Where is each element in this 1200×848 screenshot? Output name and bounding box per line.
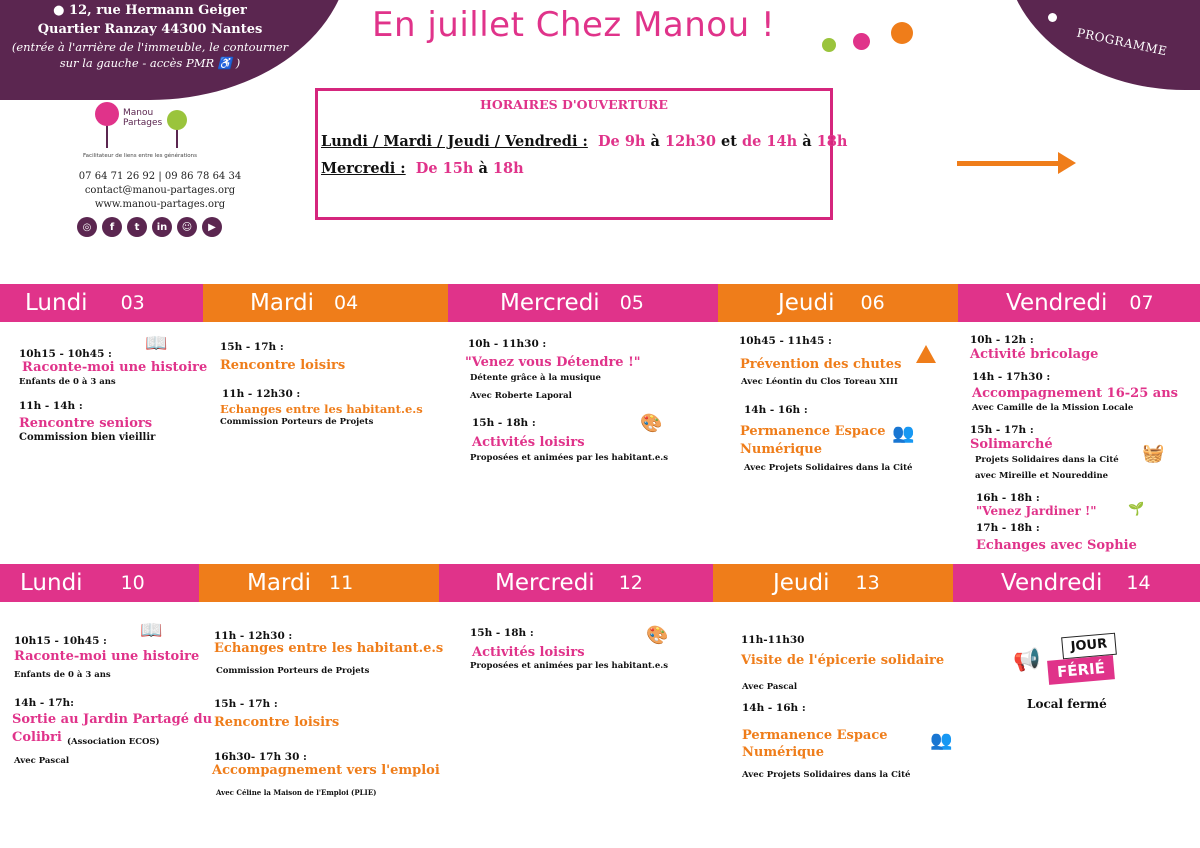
- day-name: Mardi: [247, 570, 311, 596]
- decorative-dot-white: [1048, 13, 1057, 22]
- day-header-mardi-04: [203, 284, 448, 322]
- decorative-dot-pink: [853, 33, 870, 50]
- day-name: Mercredi: [500, 290, 600, 316]
- day-name: Mardi: [250, 290, 314, 316]
- day-number: 13: [855, 572, 880, 594]
- event-time: 17h - 18h :: [976, 522, 1040, 534]
- hours-word: à: [650, 133, 660, 150]
- decorative-dot-green: [822, 38, 836, 52]
- event-time: 10h - 11h30 :: [468, 338, 547, 350]
- event-title-line2: Numérique: [740, 442, 822, 457]
- day-header-mardi-11: [199, 564, 439, 602]
- day-name: Vendredi: [1006, 290, 1108, 316]
- day-name: Jeudi: [778, 290, 835, 316]
- event-title: Rencontre loisirs: [220, 358, 346, 373]
- hours-time: 15h: [442, 160, 474, 177]
- website-link[interactable]: www.manou-partages.org: [94, 199, 226, 210]
- day-number: 14: [1126, 572, 1151, 594]
- event-detail: Avec Céline la Maison de l'Emploi (PLIE): [216, 788, 377, 797]
- hours-time: 12h30: [665, 133, 716, 150]
- twitter-icon[interactable]: t: [127, 217, 147, 237]
- facebook-icon[interactable]: f: [102, 217, 122, 237]
- address-block: [0, 1, 300, 71]
- day-header-mercredi-12: [439, 564, 713, 602]
- hours-word: De: [415, 160, 438, 177]
- event-detail: Commission Porteurs de Projets: [220, 417, 374, 427]
- day-header-jeudi-06: [718, 284, 958, 322]
- event-title: Activités loisirs: [472, 645, 585, 660]
- hours-time: 9h: [624, 133, 646, 150]
- hours-word: à: [478, 160, 488, 177]
- event-detail: Proposées et animées par les habitant.e.s: [470, 453, 669, 463]
- event-title: Permanence Espace: [740, 424, 886, 439]
- event-detail: Avec Roberte Laporal: [470, 391, 572, 401]
- event-note: (Association ECOS): [67, 737, 160, 747]
- event-time: 15h - 18h :: [470, 627, 534, 639]
- arrow-right-icon: [957, 161, 1063, 166]
- art-palette-icon: 🎨: [640, 413, 663, 434]
- event-title: "Venez vous Détendre !": [465, 355, 641, 370]
- day-header-lundi-10: [0, 564, 199, 602]
- event-time: 11h-11h30: [741, 634, 805, 646]
- program-label: PROGRAMME: [1075, 25, 1169, 59]
- event-title: Sortie au Jardin Partagé du: [12, 712, 213, 727]
- address-note: (entrée à l'arrière de l'immeuble, le contourner sur la gauche - accès PMR ♿ ): [11, 40, 289, 70]
- day-number: 12: [618, 572, 643, 594]
- event-detail: Avec Pascal: [742, 682, 798, 692]
- event-detail: Commission Porteurs de Projets: [216, 666, 370, 676]
- event-title: Raconte-moi une histoire: [22, 360, 208, 375]
- day-name: Vendredi: [1001, 570, 1103, 596]
- warning-icon: [916, 345, 936, 363]
- day-number: 05: [619, 292, 644, 314]
- people-icon: 👥: [930, 730, 953, 751]
- event-time: 15h - 17h :: [220, 341, 284, 353]
- day-header-vendredi-07: [958, 284, 1200, 322]
- page-title: En juillet Chez Manou !: [372, 5, 776, 45]
- event-title: Activités loisirs: [472, 435, 585, 450]
- event-time: 11h - 14h :: [19, 400, 83, 412]
- event-title: Rencontre loisirs: [214, 715, 340, 730]
- event-detail: Avec Projets Solidaires dans la Cité: [744, 463, 913, 473]
- contact-block: [40, 170, 280, 212]
- event-title: Solimarché: [970, 437, 1053, 452]
- address-line1: ● 12, rue Hermann Geiger: [53, 3, 247, 18]
- event-time: 14h - 16h :: [744, 404, 808, 416]
- megaphone-icon: 📢: [1013, 648, 1041, 673]
- hours-time: 14h: [766, 133, 798, 150]
- day-number: 07: [1129, 292, 1154, 314]
- basket-icon: 🧺: [1142, 443, 1165, 464]
- event-title: "Venez Jardiner !": [976, 504, 1097, 518]
- logo: [85, 100, 195, 150]
- event-title: Activité bricolage: [970, 347, 1099, 362]
- event-time: 10h15 - 10h45 :: [14, 635, 107, 647]
- day-header-mercredi-05: [448, 284, 718, 322]
- arrow-head-icon: [1058, 152, 1076, 174]
- hours-word: de: [741, 133, 762, 150]
- linkedin-icon[interactable]: in: [152, 217, 172, 237]
- event-time: 14h - 16h :: [742, 702, 806, 714]
- event-detail: Détente grâce à la musique: [470, 373, 601, 383]
- event-time: 11h - 12h30 :: [214, 630, 293, 642]
- day-number: 10: [120, 572, 145, 594]
- opening-hours-title: HORAIRES D'OUVERTURE: [480, 97, 668, 112]
- event-detail: Avec Camille de la Mission Locale: [972, 403, 1134, 413]
- day-number: 06: [860, 292, 885, 314]
- event-title-line2: Numérique: [742, 745, 824, 760]
- event-detail: Projets Solidaires dans la Cité: [975, 455, 1119, 465]
- event-time: 16h - 18h :: [976, 492, 1040, 504]
- day-header-jeudi-13: [713, 564, 953, 602]
- opening-hours-box: [315, 88, 848, 220]
- book-icon: 📖: [140, 620, 163, 641]
- event-detail: Avec Projets Solidaires dans la Cité: [742, 770, 911, 780]
- day-name: Lundi: [20, 570, 83, 596]
- hours-days: Lundi / Mardi / Jeudi / Vendredi :: [321, 133, 588, 150]
- event-time: 14h - 17h30 :: [972, 371, 1051, 383]
- hours-line-weekdays: [321, 133, 847, 150]
- social-icons: [77, 217, 222, 237]
- day-header-vendredi-14: [953, 564, 1200, 602]
- event-title-line2: Colibri: [12, 730, 62, 745]
- event-detail: Proposées et animées par les habitant.e.s: [470, 661, 669, 671]
- event-title: Prévention des chutes: [740, 357, 902, 372]
- hours-word: De: [597, 133, 620, 150]
- event-time: 16h30- 17h 30 :: [214, 751, 307, 763]
- book-icon: 📖: [145, 333, 168, 354]
- hours-days: Mercredi :: [321, 160, 406, 177]
- event-time: 10h - 12h :: [970, 334, 1034, 346]
- youtube-icon[interactable]: ▶: [202, 217, 222, 237]
- logo-tagline: Facilitateur de liens entre les générations: [83, 153, 197, 159]
- day-name: Jeudi: [773, 570, 830, 596]
- people-icon: 👥: [892, 423, 915, 444]
- event-time: 10h15 - 10h45 :: [19, 348, 112, 360]
- event-title: Echanges entre les habitant.e.s: [214, 641, 444, 656]
- event-time: 15h - 17h :: [214, 698, 278, 710]
- day-number: 04: [333, 292, 359, 314]
- event-detail: Enfants de 0 à 3 ans: [19, 377, 116, 387]
- event-detail: Avec Léontin du Clos Toreau XIII: [741, 377, 898, 387]
- event-detail: Avec Pascal: [14, 756, 70, 766]
- hours-line-wednesday: [321, 160, 524, 177]
- day-number: 11: [328, 572, 354, 594]
- hours-time: 18h: [492, 160, 524, 177]
- event-time: 14h - 17h:: [14, 697, 75, 709]
- day-name: Mercredi: [495, 570, 595, 596]
- event-detail: Commission bien vieillir: [19, 432, 156, 443]
- address-line2: Quartier Ranzay 44300 Nantes: [37, 22, 263, 37]
- instagram-icon[interactable]: ◎: [77, 217, 97, 237]
- hours-word: et: [720, 133, 737, 150]
- event-time: 15h - 18h :: [472, 417, 536, 429]
- event-title: Rencontre seniors: [19, 416, 153, 431]
- location-pin-icon: ●: [53, 3, 65, 18]
- snapchat-icon[interactable]: ☺: [177, 217, 197, 237]
- hours-time: 18h: [816, 133, 848, 150]
- event-detail: Enfants de 0 à 3 ans: [14, 670, 111, 680]
- gardening-icon: 🌱: [1128, 502, 1145, 517]
- decorative-dot-orange: [891, 22, 913, 44]
- event-title: Echanges avec Sophie: [976, 538, 1137, 553]
- event-title: Visite de l'épicerie solidaire: [741, 653, 945, 668]
- day-name: Lundi: [25, 290, 88, 316]
- event-title: Accompagnement 16-25 ans: [972, 386, 1178, 401]
- holiday-badge-ferie: FÉRIÉ: [1047, 655, 1115, 685]
- event-title: Echanges entre les habitant.e.s: [220, 402, 423, 416]
- art-palette-icon: 🎨: [646, 625, 669, 646]
- email-link[interactable]: contact@manou-partages.org: [84, 185, 236, 196]
- event-detail: avec Mireille et Noureddine: [975, 471, 1109, 481]
- event-title: Permanence Espace: [742, 728, 888, 743]
- holiday-badge-jour: JOUR: [1061, 633, 1117, 660]
- hours-word: à: [802, 133, 812, 150]
- day-header-lundi-03: [0, 284, 203, 322]
- day-number: 03: [120, 292, 145, 314]
- closed-notice: Local fermé: [1027, 697, 1107, 711]
- phone-numbers: 07 64 71 26 92 | 09 86 78 64 34: [78, 171, 242, 182]
- logo-text: Manou Partages: [123, 108, 163, 128]
- event-title: Raconte-moi une histoire: [14, 649, 200, 664]
- event-time: 15h - 17h :: [970, 424, 1034, 436]
- event-time: 11h - 12h30 :: [222, 388, 301, 400]
- event-title: Accompagnement vers l'emploi: [212, 763, 440, 778]
- event-time: 10h45 - 11h45 :: [739, 335, 832, 347]
